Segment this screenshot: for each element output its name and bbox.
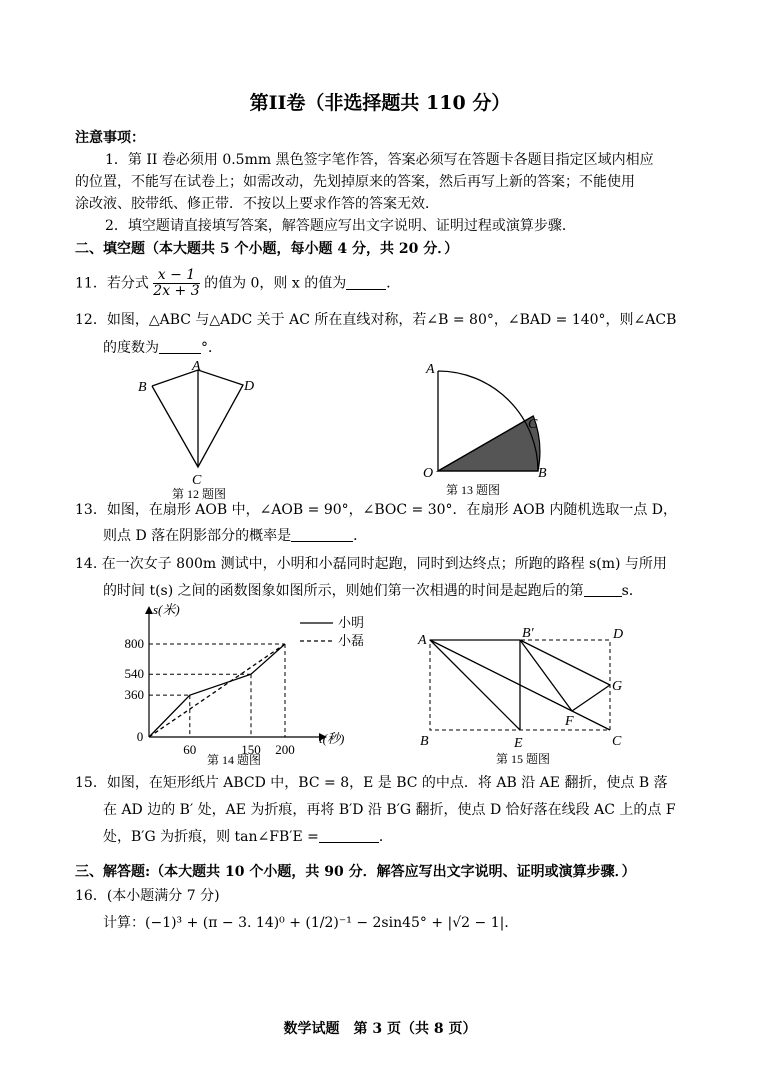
fig14-x-label: t(秒) — [319, 731, 345, 746]
q14-answer-blank[interactable] — [584, 582, 622, 597]
fig14-legend-xiaolei: 小磊 — [338, 633, 365, 648]
q11-denominator: 2x + 3 — [153, 283, 200, 299]
section2-heading: 二、填空题（本大题共 5 个小题，每小题 4 分，共 20 分．） — [75, 241, 459, 257]
fig12-caption: 第 12 题图 — [172, 487, 227, 500]
q15-end: ． — [378, 829, 393, 845]
fig14-xtick: 150 — [241, 742, 261, 757]
fig15-label-d: D — [613, 627, 624, 642]
fig13-caption: 第 13 题图 — [446, 483, 501, 497]
q14-end: s． — [621, 583, 643, 599]
notice-item1-line1: 1．第 II 卷必须用 0.5mm 黑色签字笔作答，答案必须写在答题卡各题目指定区域内相应 — [105, 152, 654, 168]
fig15-seg-b1f — [520, 640, 572, 711]
q15-line2: 在 AD 边的 B′ 处，AE 为折痕，再将 B′D 沿 B′G 翻折，使点 D 恰好落在线段 AC 上的点 F — [103, 802, 676, 818]
fig14-ytick: 800 — [124, 636, 144, 651]
fig15-seg-fg — [572, 685, 610, 711]
q13-line2: 则点 D 落在阴影部分的概率是 — [103, 528, 292, 544]
section3-heading: 三、解答题:（本大题共 10 个小题，共 90 分．解答应写出文字说明、证明或演算步骤．） — [75, 864, 636, 880]
fig14-ytick: 360 — [124, 687, 144, 703]
fig12-label-d: D — [244, 379, 255, 394]
q12-line1: 12．如图，△ABC 与△ADC 关于 AC 所在直线对称，若∠B = 80°，∠BAD = 140°，则∠ACB — [75, 312, 677, 328]
fig14-series-line-1 — [149, 644, 285, 737]
notice-item1-line3: 涂改液、胶带纸、修正带．不按以上要求作答的答案无效． — [75, 196, 439, 212]
q11-suffix: 的值为 0，则 x 的值为 — [204, 275, 347, 292]
q12-line2: 的度数为 — [103, 340, 159, 356]
fig15-label-e: E — [514, 736, 523, 751]
fig14-y-label: s(米) — [153, 602, 180, 617]
figure-15 — [412, 620, 637, 770]
fig14-legend-xiaoming: 小明 — [338, 615, 365, 630]
fig15-caption: 第 15 题图 — [496, 752, 551, 766]
fig13-label-o: O — [423, 466, 434, 481]
fig15-label-f: F — [565, 714, 574, 729]
fig15-seg-b1g — [520, 640, 610, 685]
fig13-label-b: B — [538, 466, 547, 481]
fig14-xtick: 0 — [136, 729, 144, 744]
fig12-label-a: A — [192, 359, 201, 374]
fig14-xtick: 200 — [275, 742, 295, 757]
page-footer: 数学试题 第 3 页（共 8 页） — [283, 1021, 477, 1037]
fig14-ytick: 540 — [124, 666, 144, 682]
fig12-label-b: B — [138, 380, 147, 395]
fig14-y-arrow — [145, 606, 153, 614]
q12-answer-blank[interactable] — [159, 339, 201, 354]
q11-answer-blank[interactable] — [346, 275, 386, 290]
fig15-label-g: G — [612, 679, 623, 694]
figure-14-chart — [105, 598, 385, 770]
notice-item2: 2．填空题请直接填写答案，解答题应写出文字说明、证明过程或演算步骤． — [105, 218, 576, 234]
figure-12 — [130, 355, 270, 500]
fig13-label-a: A — [426, 362, 435, 377]
fig14-xtick: 60 — [183, 742, 197, 757]
fig13-label-c: C — [528, 417, 538, 432]
question-11 — [75, 268, 400, 299]
fig14-caption: 第 14 题图 — [207, 753, 262, 767]
page-title: 第II卷（非选择题共 110 分） — [249, 92, 511, 114]
fig15-seg-ae — [430, 640, 520, 730]
fig15-label-b1: B′ — [522, 626, 534, 641]
fig14-ticks — [125, 636, 295, 757]
q13-answer-blank[interactable] — [291, 527, 353, 542]
q16-line1: 16．(本小题满分 7 分) — [75, 888, 220, 904]
q13-end: ． — [353, 528, 368, 544]
q15-line3: 处，B′G 为折痕，则 tan∠FB′E = — [103, 829, 319, 845]
q11-numerator: x − 1 — [153, 268, 199, 284]
q15-line1: 15．如图，在矩形纸片 ABCD 中，BC = 8，E 是 BC 的中点．将 AB 沿 AE 翻折，使点 B 落 — [75, 775, 668, 791]
notice-heading: 注意事项： — [75, 130, 145, 146]
figure-13 — [418, 355, 558, 500]
fig15-label-b: B — [420, 734, 429, 749]
q11-end: ． — [386, 275, 401, 292]
q15-answer-blank[interactable] — [319, 828, 379, 843]
q11-fraction — [153, 268, 199, 299]
q13-line1: 13．如图，在扇形 AOB 中，∠AOB = 90°，∠BOC = 30°．在扇形 AOB 内随机选取一点 D， — [75, 502, 678, 518]
fig15-label-c: C — [612, 734, 622, 749]
q16-line2: 计算：(−1)³ + (π − 3. 14)⁰ + (1/2)⁻¹ − 2sin45° + |√2 − 1|． — [103, 915, 519, 931]
question-15-line3 — [103, 827, 393, 847]
question-13-line2 — [103, 526, 367, 546]
fig15-label-a: A — [418, 633, 427, 648]
q11-prefix: 11．若分式 — [75, 275, 149, 292]
q12-end: °． — [201, 340, 222, 356]
notice-item1-line2: 的位置，不能写在试卷上；如需改动，先划掉原来的答案，然后再写上新的答案；不能使用 — [75, 174, 635, 190]
q14-line2: 的时间 t(s) 之间的函数图象如图所示，则她们第一次相遇的时间是起跑后的第 — [103, 583, 584, 599]
q14-line1: 14. 在一次女子 800m 测试中，小明和小磊同时起跑，同时到达终点；所跑的路程 s(m) 与所用 — [75, 556, 667, 572]
fig12-label-c: C — [192, 473, 202, 488]
fig14-series — [149, 644, 285, 737]
